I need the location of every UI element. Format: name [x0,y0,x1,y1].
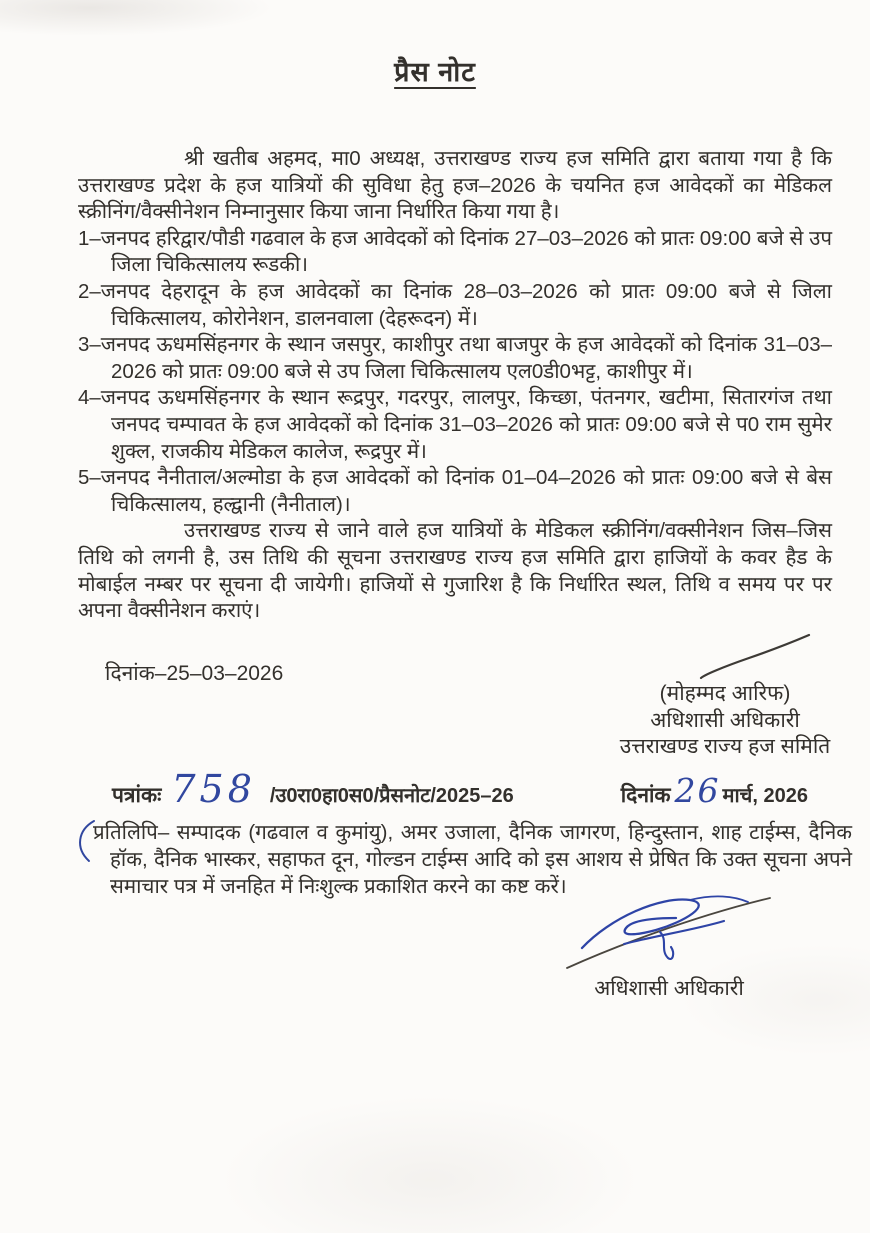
reference-row [112,767,808,811]
reference-label: पत्रांकः [112,784,162,807]
list-item: 1–जनपद हरिद्वार/पौडी गढवाल के हज आवेदकों को दिनांक 27–03–2026 को प्रातः 09:00 बजे से उप जिला चिकित्सालय रूडकी। [78,226,832,277]
copy-note-paragraph: प्रतिलिपि– सम्पादक (गढवाल व कुमांयु), अमर उजाला, दैनिक जागरण, हिन्दुस्तान, शाह टाईम्स, दैनिक हॉक, दैनिक भास्कर, सहाफत दून, गोल्डन टाईम्स आदि को इस आशय से प्रेषित कि उक्त सूचना अपने समाचार पत्र में जनहित में निःशुल्क प्रकाशित करने का कष्ट करें। [93,821,852,898]
reference-series: /उ0रा0हा0स0/प्रैसनोट/2025–26 [269,785,514,807]
signatory-name: (मोहम्मद आरिफ) [659,682,791,705]
closing-paragraph: उत्तराखण्ड राज्य से जाने वाले हज यात्रियों के मेडिकल स्क्रीनिंग/वक्सीनेशन जिस–जिस तिथि को लगनी है, उस तिथि की सूचना उत्तराखण्ड राज्य हज समिति द्वारा हाजियों के कवर हैड के मोबाईल नम्बर पर सूचना दी जायेगी। हाजियों से गुजारिश है कि निर्धारित स्थल, तिथि व समय पर पर अपना वैक्सीनेशन कराएं। [78,519,832,623]
reference-date-label: दिनांक [620,784,671,807]
signatory-block [605,631,845,761]
list-item: 4–जनपद ऊधमसिंहनगर के स्थान रूद्रपुर, गदरपुर, लालपुर, किच्छा, पंतनगर, खटीमा, सितारगंज तथा जनपद चम्पावत के हज आवेदकों को दिनांक 31–03–2026 को प्रातः 09:00 बजे से प0 राम सुमेर शुक्ल, राजकीय मेडिकल कालेज, रूद्रपुर में। [78,386,832,463]
reference-date-rest: मार्च, 2026 [722,785,808,807]
page-title-text: प्रैस नोट [394,57,476,87]
page-title [0,52,870,89]
signature-stroke-icon [695,631,815,681]
bottom-designation: अधिशासी अधिकारी [594,977,744,1000]
signatory-designation: अधिशासी अधिकारी [650,708,800,732]
reference-number-group: पत्रांकः 758 /उ0रा0हा0स0/प्रैसनोट/2025–26 [112,767,514,811]
signatory-organization: उत्तराखण्ड राज्य हज समिति [619,735,831,758]
signature-flourish-icon [562,888,777,980]
intro-paragraph: श्री खतीब अहमद, मा0 अध्यक्ष, उत्तराखण्ड राज्य हज समिति द्वारा बताया गया है कि उत्तराखण्ड प्रदेश के हज यात्रियों की सुविधा हेतु हज–2026 के चयनित हज आवेदकों का मेडिकल स्क्रीनिंग/वैक्सीनेशन निम्नानुसार किया जाना निर्धारित किया गया है। [78,147,832,224]
body-text [78,146,832,625]
signature-section [78,643,832,773]
list-item: 2–जनपद देहरादून के हज आवेदकों का दिनांक 28–03–2026 को प्रातः 09:00 बजे से जिला चिकित्सालय, कोरोनेशन, डालनवाला (देहरूदन) में। [78,279,832,330]
list-item: 5–जनपद नैनीताल/अल्मोडा के हज आवेदकों को दिनांक 01–04–2026 को प्रातः 09:00 बजे से बेस चिकित्सालय, हल्द्वानी (नैनीताल)। [78,466,832,516]
bottom-signature-block [554,888,784,1002]
issue-date: दिनांक–25–03–2026 [105,662,284,685]
list-item: 3–जनपद ऊधमसिंहनगर के स्थान जसपुर, काशीपुर तथा बाजपुर के हज आवेदकों को दिनांक 31–03–2026 को प्रातः 09:00 बजे से उप जिला चिकित्सालय एल0डी0भट्ट, काशीपुर में। [78,333,832,383]
reference-date-group: दिनांक 26 मार्च, 2026 [620,771,808,810]
